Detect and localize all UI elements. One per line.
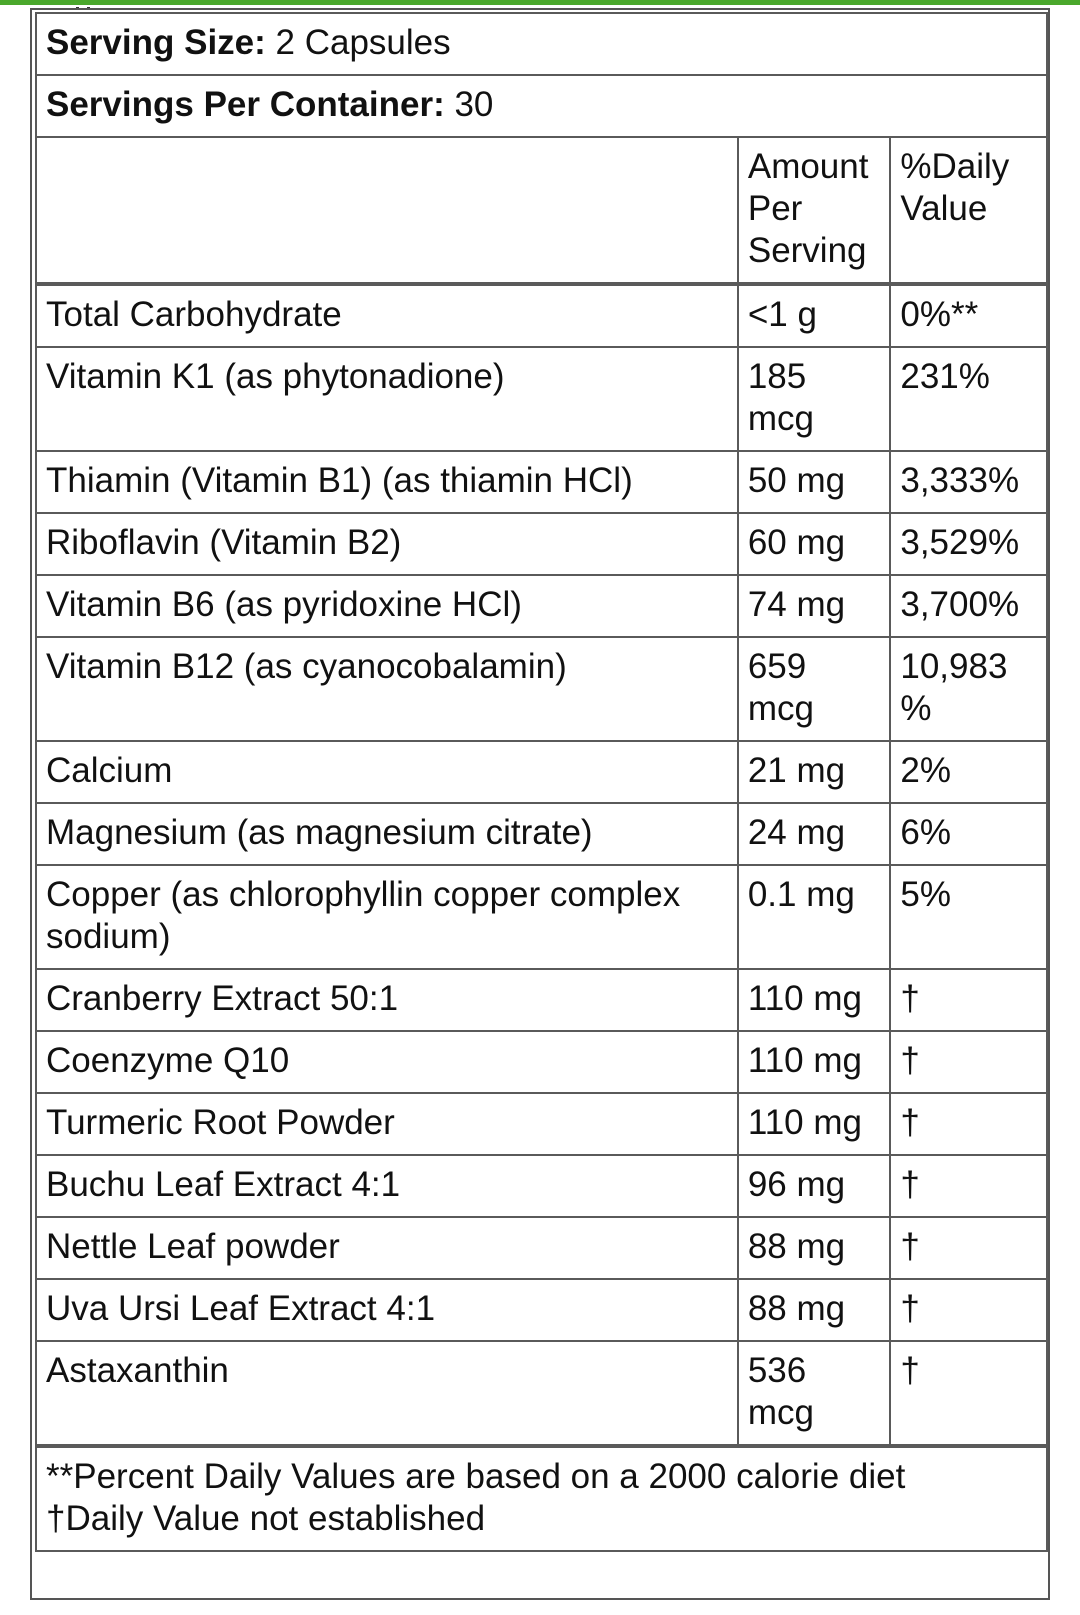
nutrient-name-cell: Astaxanthin — [35, 1342, 739, 1446]
nutrient-daily-value-cell: † — [891, 1032, 1048, 1094]
amount-header-line3: Serving — [747, 231, 867, 270]
nutrient-name-cell: Uva Ursi Leaf Extract 4:1 — [35, 1280, 739, 1342]
nutrient-daily-value-cell: 6% — [891, 804, 1048, 866]
servings-per-container-label: Servings Per Container: — [46, 85, 445, 124]
nutrient-name-cell: Cranberry Extract 50:1 — [35, 970, 739, 1032]
nutrient-row — [35, 1342, 1048, 1446]
nutrient-amount-cell: 50 mg — [739, 452, 892, 514]
nutrient-amount-cell: 110 mg — [739, 1032, 892, 1094]
amount-per-serving-header — [739, 138, 892, 284]
nutrient-amount-cell: 21 mg — [739, 742, 892, 804]
nutrient-row — [35, 638, 1048, 742]
nutrient-amount-cell: 0.1 mg — [739, 866, 892, 970]
nutrient-daily-value-cell: 5% — [891, 866, 1048, 970]
serving-size-label: Serving Size: — [46, 23, 266, 62]
nutrient-daily-value-cell: 231% — [891, 348, 1048, 452]
nutrient-name-cell: Coenzyme Q10 — [35, 1032, 739, 1094]
nutrient-amount-cell: 88 mg — [739, 1280, 892, 1342]
nutrient-name-cell: Total Carbohydrate — [35, 284, 739, 348]
nutrient-amount-cell: 110 mg — [739, 1094, 892, 1156]
nutrient-daily-value-cell: 10,983% — [891, 638, 1048, 742]
nutrient-name-cell: Vitamin B12 (as cyanocobalamin) — [35, 638, 739, 742]
nutrient-daily-value-cell: 3,700% — [891, 576, 1048, 638]
nutrient-daily-value-cell: 3,529% — [891, 514, 1048, 576]
amount-header-line1: Amount — [747, 147, 869, 186]
nutrient-row — [35, 1280, 1048, 1342]
nutrient-row — [35, 1218, 1048, 1280]
nutrient-row — [35, 1094, 1048, 1156]
nutrient-row — [35, 1032, 1048, 1094]
nutrient-name-cell: Turmeric Root Powder — [35, 1094, 739, 1156]
nutrient-amount-cell: 536 mcg — [739, 1342, 892, 1446]
nutrient-amount-cell: 88 mg — [739, 1218, 892, 1280]
nutrient-daily-value-cell: † — [891, 1218, 1048, 1280]
nutrient-row — [35, 284, 1048, 348]
nutrient-daily-value-cell: † — [891, 1342, 1048, 1446]
nutrient-name-cell: Buchu Leaf Extract 4:1 — [35, 1156, 739, 1218]
column-header-row — [35, 138, 1048, 284]
supplement-facts-table — [35, 12, 1048, 1552]
nutrient-name-cell: Riboflavin (Vitamin B2) — [35, 514, 739, 576]
nutrient-row — [35, 576, 1048, 638]
daily-value-header-line2: Value — [900, 189, 988, 228]
nutrient-row — [35, 866, 1048, 970]
footer-row — [35, 1446, 1048, 1552]
header-blank-cell — [35, 138, 739, 284]
nutrient-name-cell: Thiamin (Vitamin B1) (as thiamin HCl) — [35, 452, 739, 514]
daily-value-header-line1: %Daily — [900, 147, 1010, 186]
footer-dagger-note: †Daily Value not established — [46, 1499, 486, 1538]
nutrient-daily-value-cell: † — [891, 970, 1048, 1032]
servings-per-container-row — [35, 76, 1048, 138]
nutrient-row — [35, 514, 1048, 576]
accent-bar — [0, 0, 1080, 5]
nutrient-amount-cell: 659 mcg — [739, 638, 892, 742]
nutrient-amount-cell: <1 g — [739, 284, 892, 348]
nutrient-row — [35, 348, 1048, 452]
amount-header-line2: Per — [747, 189, 803, 228]
nutrient-row — [35, 970, 1048, 1032]
nutrient-row — [35, 452, 1048, 514]
nutrient-name-cell: Vitamin B6 (as pyridoxine HCl) — [35, 576, 739, 638]
nutrient-amount-cell: 185 mcg — [739, 348, 892, 452]
nutrient-daily-value-cell: † — [891, 1280, 1048, 1342]
nutrient-row — [35, 804, 1048, 866]
nutrient-row — [35, 1156, 1048, 1218]
serving-size-row — [35, 12, 1048, 76]
footer-percent-note: **Percent Daily Values are based on a 2000 calorie diet — [46, 1457, 906, 1496]
serving-size-cell — [35, 12, 1048, 76]
nutrient-daily-value-cell: 0%** — [891, 284, 1048, 348]
nutrient-row — [35, 742, 1048, 804]
nutrient-amount-cell: 110 mg — [739, 970, 892, 1032]
nutrient-name-cell: Calcium — [35, 742, 739, 804]
nutrient-name-cell: Copper (as chlorophyllin copper complex sodium) — [35, 866, 739, 970]
serving-size-value: 2 Capsules — [265, 23, 451, 62]
servings-per-container-cell — [35, 76, 1048, 138]
nutrient-daily-value-cell: 3,333% — [891, 452, 1048, 514]
daily-value-header — [891, 138, 1048, 284]
nutrient-name-cell: Magnesium (as magnesium citrate) — [35, 804, 739, 866]
nutrient-daily-value-cell: † — [891, 1156, 1048, 1218]
servings-per-container-value: 30 — [444, 85, 494, 124]
nutrient-daily-value-cell: † — [891, 1094, 1048, 1156]
nutrient-amount-cell: 74 mg — [739, 576, 892, 638]
nutrient-amount-cell: 24 mg — [739, 804, 892, 866]
nutrient-amount-cell: 60 mg — [739, 514, 892, 576]
nutrient-daily-value-cell: 2% — [891, 742, 1048, 804]
footer-notes-cell — [35, 1446, 1048, 1552]
nutrient-name-cell: Vitamin K1 (as phytonadione) — [35, 348, 739, 452]
nutrient-name-cell: Nettle Leaf powder — [35, 1218, 739, 1280]
nutrient-amount-cell: 96 mg — [739, 1156, 892, 1218]
